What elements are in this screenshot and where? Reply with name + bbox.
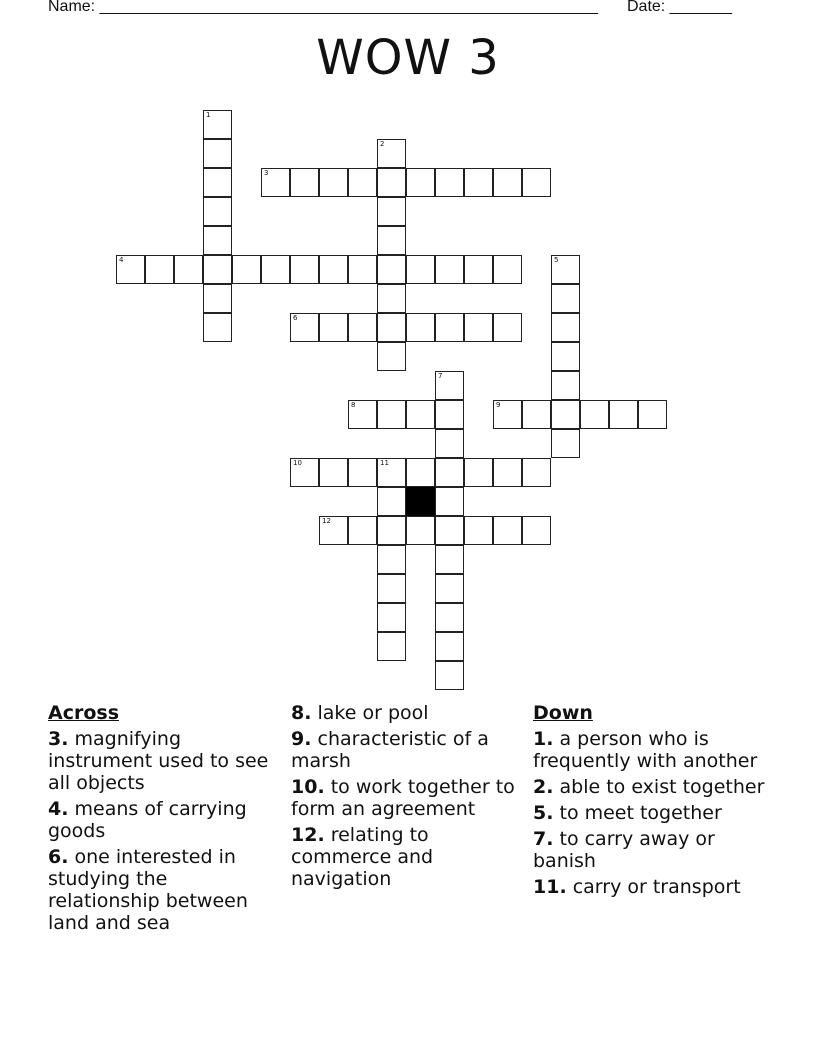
clue-text: carry or transport (566, 876, 741, 898)
grid-cell[interactable] (319, 516, 348, 545)
grid-cell[interactable] (203, 284, 232, 313)
clue-number: 3. (48, 728, 69, 750)
down-clues-column (533, 702, 769, 902)
grid-cell[interactable] (377, 400, 406, 429)
grid-cell[interactable] (232, 255, 261, 284)
grid-cell[interactable] (377, 574, 406, 603)
grid-cell[interactable] (406, 400, 435, 429)
grid-cell[interactable] (435, 168, 464, 197)
clue-text: characteristic of a marsh (291, 728, 489, 772)
grid-cell[interactable] (435, 632, 464, 661)
grid-cell[interactable] (377, 458, 406, 487)
cell-number: 3 (264, 169, 269, 177)
grid-cell[interactable] (348, 313, 377, 342)
clue-number: 12. (291, 824, 325, 846)
cell-number: 7 (438, 372, 443, 380)
grid-cell[interactable] (551, 371, 580, 400)
grid-cell[interactable] (377, 284, 406, 313)
cell-number: 12 (322, 517, 331, 525)
grid-cell[interactable] (493, 458, 522, 487)
grid-cell[interactable] (319, 168, 348, 197)
cell-number: 5 (554, 256, 559, 264)
black-square (406, 487, 435, 516)
grid-cell[interactable] (290, 313, 319, 342)
clue-down-7 (533, 828, 769, 872)
clue-text: a person who is frequently with another (533, 728, 758, 772)
clue-number: 4. (48, 798, 69, 820)
grid-cell[interactable] (377, 139, 406, 168)
name-field-label: Name: ________________________________________________________ (48, 0, 598, 15)
grid-cell[interactable] (493, 400, 522, 429)
grid-cell[interactable] (203, 313, 232, 342)
grid-cell[interactable] (261, 168, 290, 197)
grid-cell[interactable] (290, 168, 319, 197)
grid-cell[interactable] (406, 313, 435, 342)
cell-number: 1 (206, 111, 211, 119)
grid-cell[interactable] (348, 400, 377, 429)
clue-number: 10. (291, 776, 325, 798)
grid-cell[interactable] (464, 458, 493, 487)
grid-cell[interactable] (435, 603, 464, 632)
cell-number: 4 (119, 256, 124, 264)
grid-cell[interactable] (580, 400, 609, 429)
clue-text: to carry away or banish (533, 828, 715, 872)
grid-cell[interactable] (348, 168, 377, 197)
grid-cell[interactable] (203, 255, 232, 284)
grid-cell[interactable] (377, 516, 406, 545)
grid-cell[interactable] (203, 168, 232, 197)
grid-cell[interactable] (203, 110, 232, 139)
grid-cell[interactable] (551, 284, 580, 313)
date-field-label: Date: _______ (627, 0, 732, 15)
grid-cell[interactable] (348, 516, 377, 545)
grid-cell[interactable] (551, 342, 580, 371)
clue-number: 5. (533, 802, 554, 824)
grid-cell[interactable] (522, 400, 551, 429)
cell-number: 10 (293, 459, 302, 467)
grid-cell[interactable] (406, 255, 435, 284)
clue-across-3 (48, 728, 284, 794)
clue-number: 9. (291, 728, 312, 750)
across-clues-column (48, 702, 284, 938)
grid-cell[interactable] (522, 516, 551, 545)
clue-number: 1. (533, 728, 554, 750)
clue-text: lake or pool (311, 702, 429, 724)
cell-number: 11 (380, 459, 389, 467)
clue-number: 8. (291, 702, 312, 724)
grid-cell[interactable] (551, 429, 580, 458)
clue-number: 7. (533, 828, 554, 850)
clue-down-5 (533, 802, 769, 824)
grid-cell[interactable] (435, 516, 464, 545)
grid-cell[interactable] (406, 458, 435, 487)
down-heading: Down (533, 702, 593, 724)
clue-across-4 (48, 798, 284, 842)
grid-cell[interactable] (435, 661, 464, 690)
grid-cell[interactable] (261, 255, 290, 284)
clue-down-2 (533, 776, 769, 798)
grid-cell[interactable] (435, 313, 464, 342)
grid-cell[interactable] (435, 545, 464, 574)
clue-across-10 (291, 776, 527, 820)
grid-cell[interactable] (290, 255, 319, 284)
grid-cell[interactable] (174, 255, 203, 284)
grid-cell[interactable] (348, 458, 377, 487)
clue-across-8 (291, 702, 527, 724)
clue-down-11 (533, 876, 769, 898)
grid-cell[interactable] (493, 168, 522, 197)
clue-text: able to exist together (553, 776, 765, 798)
across-heading: Across (48, 702, 120, 724)
grid-cell[interactable] (377, 487, 406, 516)
cell-number: 9 (496, 401, 501, 409)
grid-cell[interactable] (464, 516, 493, 545)
across-clues-continued-column (291, 702, 527, 894)
grid-cell[interactable] (435, 458, 464, 487)
grid-cell[interactable] (290, 458, 319, 487)
grid-cell[interactable] (464, 255, 493, 284)
clue-across-12 (291, 824, 527, 890)
grid-cell[interactable] (377, 342, 406, 371)
clue-across-6 (48, 846, 284, 934)
grid-cell[interactable] (406, 516, 435, 545)
cell-number: 6 (293, 314, 298, 322)
grid-cell[interactable] (377, 313, 406, 342)
grid-cell[interactable] (609, 400, 638, 429)
grid-cell[interactable] (435, 371, 464, 400)
grid-cell[interactable] (319, 255, 348, 284)
clue-number: 11. (533, 876, 567, 898)
grid-cell[interactable] (348, 255, 377, 284)
grid-cell[interactable] (406, 168, 435, 197)
clue-text: one interested in studying the relationship between land and sea (48, 846, 248, 934)
grid-cell[interactable] (551, 400, 580, 429)
clue-across-9 (291, 728, 527, 772)
grid-cell[interactable] (377, 545, 406, 574)
clue-number: 2. (533, 776, 554, 798)
clue-text: to work together to form an agreement (291, 776, 515, 820)
grid-cell[interactable] (435, 400, 464, 429)
cell-number: 8 (351, 401, 356, 409)
grid-cell[interactable] (377, 255, 406, 284)
grid-cell[interactable] (203, 197, 232, 226)
grid-cell[interactable] (522, 458, 551, 487)
grid-cell[interactable] (203, 139, 232, 168)
grid-cell[interactable] (493, 516, 522, 545)
clue-text: magnifying instrument used to see all objects (48, 728, 269, 794)
grid-cell[interactable] (377, 226, 406, 255)
grid-cell[interactable] (319, 458, 348, 487)
grid-cell[interactable] (522, 168, 551, 197)
grid-cell[interactable] (435, 429, 464, 458)
clue-text: to meet together (553, 802, 722, 824)
grid-cell[interactable] (377, 632, 406, 661)
grid-cell[interactable] (377, 603, 406, 632)
grid-cell[interactable] (464, 168, 493, 197)
clue-down-1 (533, 728, 769, 772)
grid-cell[interactable] (638, 400, 667, 429)
grid-cell[interactable] (145, 255, 174, 284)
clue-text: relating to commerce and navigation (291, 824, 434, 890)
grid-cell[interactable] (435, 574, 464, 603)
grid-cell[interactable] (493, 313, 522, 342)
grid-cell[interactable] (116, 255, 145, 284)
grid-cell[interactable] (551, 313, 580, 342)
grid-cell[interactable] (551, 255, 580, 284)
clue-text: means of carrying goods (48, 798, 247, 842)
grid-cell[interactable] (435, 255, 464, 284)
grid-cell[interactable] (493, 255, 522, 284)
clue-number: 6. (48, 846, 69, 868)
grid-cell[interactable] (464, 313, 493, 342)
page-title: WOW 3 (316, 30, 500, 86)
grid-cell[interactable] (203, 226, 232, 255)
cell-number: 2 (380, 140, 385, 148)
grid-cell[interactable] (377, 168, 406, 197)
grid-cell[interactable] (377, 197, 406, 226)
grid-cell[interactable] (435, 487, 464, 516)
grid-cell[interactable] (319, 313, 348, 342)
